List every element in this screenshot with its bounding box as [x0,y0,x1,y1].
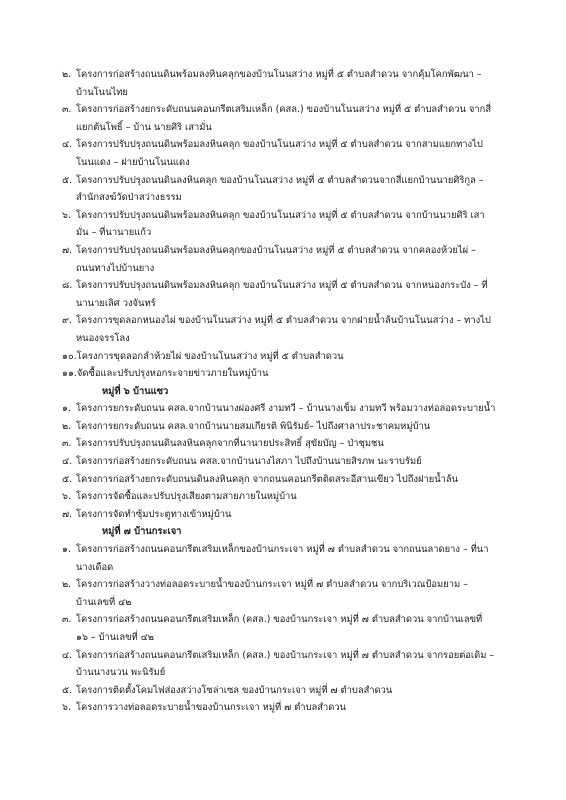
list-item [62,435,532,453]
item-continuation-line: มั่น – ที่นานายแก้ว [76,227,152,239]
item-number: ๒. [62,420,72,432]
item-line: โครงการก่อสร้างถนนคอนกรีตเสริมเหล็กของบ้านกระเจา หมู่ที่ ๗ ตำบลสำดวน จากถนนลาดยาง – ที่นา [76,544,489,556]
item-text [76,576,532,611]
item-line: โครงการก่อสร้างยกระดับถนน คสล.จากบ้านนางไสภา ไปถึงบ้านนายสิรภพ นะราบรัมย์ [76,456,422,468]
document-body [62,66,532,717]
item-continuation-line: บ้านนางนวน พะนิรัมย์ [76,667,166,679]
item-line: โครงการก่อสร้างยกระดับถนนคอนกรีตเสริมเหล็ก (คสล.) ของบ้านโนนสว่าง หมู่ที่ ๕ ตำบลสำดวน จากสี่ [76,104,492,116]
item-text [76,172,532,207]
list-item [62,506,532,524]
item-continuation-line: บ้านเลขที่ ๔๒ [76,596,132,608]
item-number: ๓. [62,104,72,116]
item-line: โครงการก่อสร้างวางท่อลอดระบายน้ำของบ้านกระเจา หมู่ที่ ๗ ตำบลสำดวน จากบริเวณป้อมยาม – [76,579,468,591]
item-number: ๑๐. [62,350,77,362]
list-item [62,277,532,312]
item-line: โครงการก่อสร้างถนนคอนกรีตเสริมเหล็ก (คสล.) ของบ้านกระเจา หมู่ที่ ๗ ตำบลสำดวน จากบ้านเลขที่ [76,614,483,626]
item-number: ๗. [62,508,73,520]
item-text [76,682,532,700]
item-line: โครงการปรับปรุงถนนดินพร้อมลงหินคลุก ของบ้านโนนสว่าง หมู่ที่ ๕ ตำบลสำดวน จากสามแยกทางไป [76,139,483,151]
item-line: โครงการปรับปรุงถนนดินพร้อมลงหินคลุกของบ้านโนนสว่าง หมู่ที่ ๕ ตำบลสำดวน จากคลองห้วยไผ่ – [76,244,476,256]
item-continuation-line: หนองจรรโลง [76,332,130,344]
list-item [62,576,532,611]
item-line: โครงการปรับปรุงถนนดินพร้อมลงหินคลุก ของบ้านโนนสว่าง หมู่ที่ ๕ ตำบลสำดวน จากบ้านนายศิริ เสา [76,209,485,221]
item-line: โครงการปรับปรุงถนนดินลงหินคลุกจากที่นานายประสิทธิ์ สุขัยบัญ – ป่าชุมชน [76,438,384,450]
item-number: ๗. [62,244,73,256]
item-text [76,541,532,576]
list-item [62,418,532,436]
item-text [76,611,532,646]
item-continuation-line: บ้านโนนไทย [76,86,128,98]
list-item [62,136,532,171]
list-item [62,471,532,489]
item-line: โครงการจัดซื้อและปรับปรุงเสียงตามสายภายในหมู่บ้าน [76,491,297,503]
item-continuation-line: ๑๖ – บ้านเลขที่ ๔๒ [76,632,154,643]
item-text [76,400,532,418]
item-number: ๔. [62,649,73,661]
item-number: ๑๑. [62,368,77,380]
item-text [76,488,532,506]
item-number: ๖. [62,209,71,221]
item-number: ๒. [62,579,72,591]
item-line: โครงการขุดลอกหนองไผ่ ของบ้านโนนสว่าง หมู่ที่ ๕ ตำบลสำดวน จากฝายน้ำล้นบ้านโนนสว่าง – ทางไป [76,315,491,327]
item-number: ๖. [62,702,71,714]
item-number: ๖. [62,491,71,503]
item-text [76,453,532,471]
item-line: จัดซื้อและปรับปรุงหอกระจายข่าวภายในหมู่บ้าน [76,368,269,380]
list-item [62,647,532,682]
item-text [76,435,532,453]
item-number: ๔. [62,456,73,468]
item-text [76,242,532,277]
item-continuation-line: สำนักสงฆ์วัดป่าสว่างธรรม [76,192,182,204]
list-item [62,488,532,506]
item-number: ๕. [62,684,73,696]
list-item [62,312,532,347]
section-heading: หมู่ที่ ๗ บ้านกระเจา [102,526,182,538]
item-continuation-line: นางเดือด [76,561,114,573]
list-item [62,172,532,207]
list-item [62,207,532,242]
list-item [62,453,532,471]
list-item [62,400,532,418]
list-item [62,242,532,277]
item-line: โครงการยกระดับถนน คสล.จากบ้านนางผ่องศรี งามทวี – บ้านนางเข็ม งามทวี พร้อมวางท่อลอดระบายน้ำ [76,403,496,415]
item-number: ๔. [62,139,73,151]
item-text [77,348,532,366]
item-text [76,418,532,436]
item-line: โครงการวางท่อลอดระบายน้ำของบ้านกระเจา หมู่ที่ ๗ ตำบลสำดวน [76,702,347,714]
list-item [62,66,532,101]
item-line: โครงการก่อสร้างถนนคอนกรีตเสริมเหล็ก (คสล.) ของบ้านกระเจา หมู่ที่ ๗ ตำบลสำดวน จากรอยต่อเดิม – [76,649,495,661]
item-line: โครงการติดตั้งโคมไฟส่องสว่างโซล่าเซล ของบ้านกระเจา หมู่ที่ ๗ ตำบลสำดวน [76,684,393,696]
item-number: ๓. [62,614,72,626]
item-line: โครงการยกระดับถนน คสล.จากบ้านนายสมเกียรติ พินิรัมย์– ไปถึงศาลาประชาคมหมู่บ้าน [76,420,431,432]
item-text [76,136,532,171]
item-text [76,312,532,347]
item-text [76,277,532,312]
list-item [62,682,532,700]
section [62,523,532,717]
section [62,66,532,383]
item-text [76,471,532,489]
item-text [76,506,532,524]
item-continuation-line: นานายเลิศ วงจันทร์ [76,297,156,309]
item-line: โครงการจัดทำซุ้มประตูทางเข้าหมู่บ้าน [76,508,232,520]
item-line: โครงการก่อสร้างถนนดินพร้อมลงหินคลุกของบ้านโนนสว่าง หมู่ที่ ๕ ตำบลสำดวน จากคุ้มโคกพัฒนา – [76,69,482,80]
item-text [76,207,532,242]
item-number: ๑. [62,544,71,556]
item-number: ๓. [62,438,72,450]
section [62,383,532,524]
item-continuation-line: โนนแดง – ฝายบ้านโนนแดง [76,156,190,168]
item-text [76,101,532,136]
item-number: ๙. [62,315,72,327]
list-item [62,348,532,366]
item-number: ๕. [62,174,73,186]
item-line: โครงการขุดลอกลำห้วยไผ่ ของบ้านโนนสว่าง หมู่ที่ ๕ ตำบลสำดวน [76,350,344,362]
item-line: โครงการก่อสร้างยกระดับถนนดินลงหินคลุก จากถนนคอนกรีตติดสระอีสานเขียว ไปถึงฝายน้ำล้น [76,473,459,485]
item-number: ๘. [62,280,73,292]
item-number: ๕. [62,473,73,485]
item-text [76,66,532,101]
list-item [62,611,532,646]
item-continuation-line: แยกต้นโพธิ์ – บ้าน นายศิริ เสามั่น [76,121,212,133]
section-heading: หมู่ที่ ๖ บ้านแซว [102,385,169,397]
list-item [62,101,532,136]
item-text [76,647,532,682]
list-item [62,541,532,576]
item-line: โครงการปรับปรุงถนนดินพร้อมลงหินคลุก ของบ้านโนนสว่าง หมู่ที่ ๕ ตำบลสำดวน จากหนองกระบัง – ที่ [76,280,488,292]
item-number: ๒. [62,69,72,80]
list-item [62,699,532,717]
item-continuation-line: ถนนทางไปบ้านยาง [76,262,155,274]
list-item [62,365,532,383]
item-line: โครงการปรับปรุงถนนดินลงหินคลุก ของบ้านโนนสว่าง หมู่ที่ ๕ ตำบลสำดวนจากสี่แยกบ้านนายศิริกูล – [76,174,484,186]
item-text [77,365,532,383]
item-text [76,699,532,717]
item-number: ๑. [62,403,71,415]
